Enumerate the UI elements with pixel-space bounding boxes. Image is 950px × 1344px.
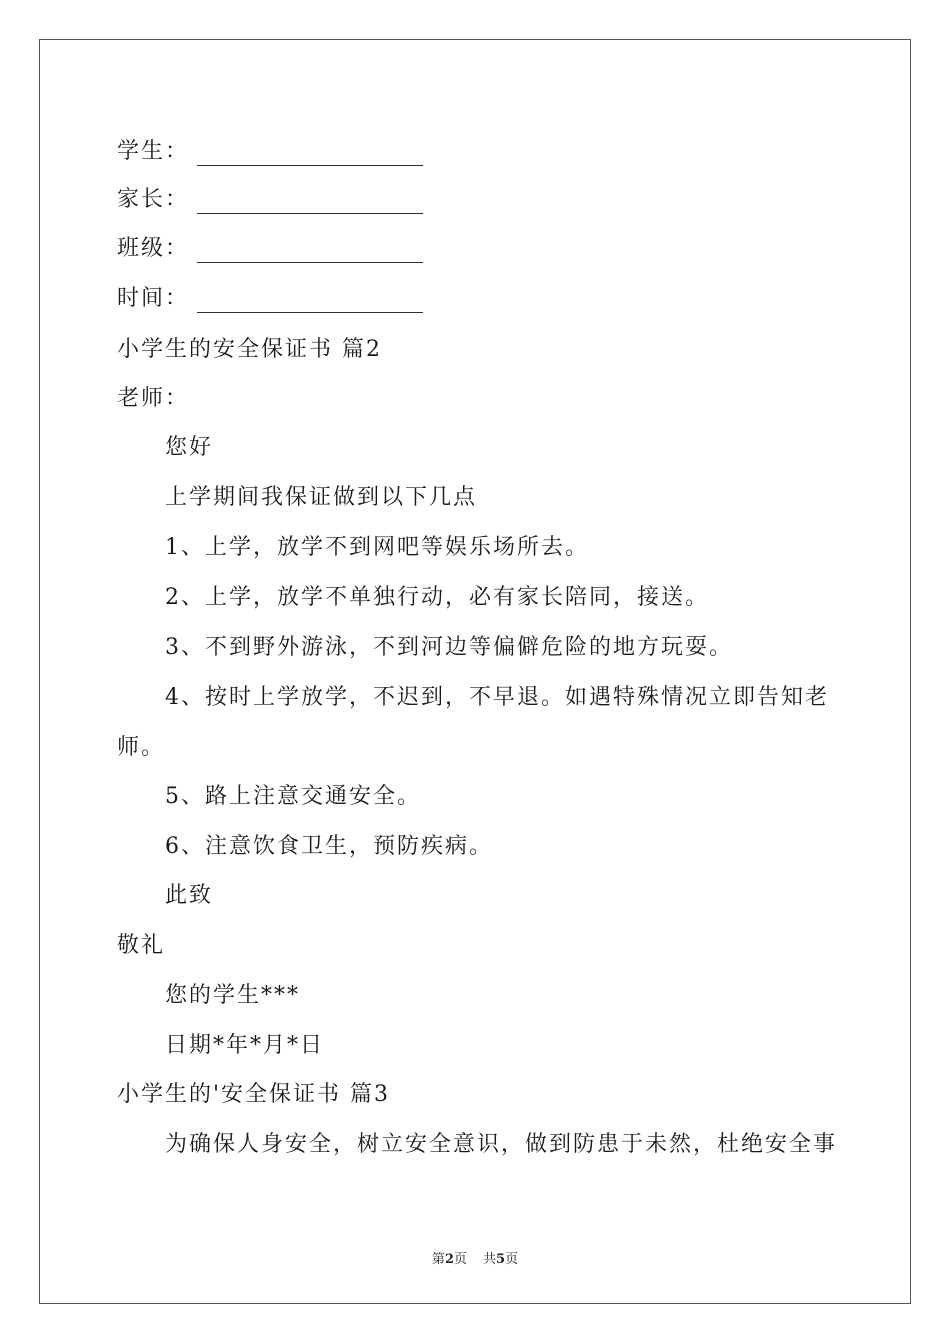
list-item: 2、上学，放学不单独行动，必有家长陪同，接送。	[165, 585, 709, 610]
total-suffix: 页	[505, 1252, 519, 1267]
list-item: 4、按时上学放学，不迟到，不早退。如遇特殊情况立即告知老	[165, 685, 829, 710]
total-page-number: 5	[496, 1252, 506, 1267]
date-line: 日期*年*月*日	[165, 1033, 325, 1058]
time-blank	[197, 292, 423, 313]
time-label: 时间：	[117, 286, 190, 311]
student-label: 学生：	[117, 139, 190, 164]
closing-line-2: 敬礼	[117, 933, 166, 958]
list-item: 3、不到野外游泳，不到河边等偏僻危险的地方玩耍。	[165, 635, 733, 660]
section3-first-line: 为确保人身安全，树立安全意识，做到防患于未然，杜绝安全事	[165, 1132, 838, 1157]
section2-salutation: 老师：	[117, 386, 190, 411]
class-label: 班级：	[117, 236, 190, 261]
section2-intro: 上学期间我保证做到以下几点	[165, 485, 478, 510]
student-field	[117, 138, 423, 166]
closing-line-1: 此致	[165, 883, 214, 908]
time-field	[117, 285, 423, 313]
page-border	[39, 39, 911, 1304]
signature: 您的学生***	[165, 983, 301, 1008]
current-page-number: 2	[444, 1252, 454, 1267]
page-prefix: 第	[431, 1252, 445, 1267]
parent-blank	[197, 193, 423, 214]
section2-heading: 小学生的安全保证书 篇2	[117, 337, 382, 362]
section2-greeting: 您好	[165, 435, 214, 460]
class-blank	[197, 242, 423, 263]
section3-heading: 小学生的'安全保证书 篇3	[117, 1082, 391, 1107]
student-blank	[197, 145, 423, 166]
page-suffix: 页	[453, 1252, 467, 1267]
total-prefix: 共	[483, 1252, 497, 1267]
list-item: 5、路上注意交通安全。	[165, 784, 421, 809]
class-field	[117, 235, 423, 263]
list-item-continuation: 师。	[117, 735, 166, 760]
list-item: 6、注意饮食卫生，预防疾病。	[165, 834, 493, 859]
page-footer	[0, 1248, 950, 1267]
list-item: 1、上学，放学不到网吧等娱乐场所去。	[165, 535, 589, 560]
parent-field	[117, 186, 423, 214]
parent-label: 家长：	[117, 187, 190, 212]
